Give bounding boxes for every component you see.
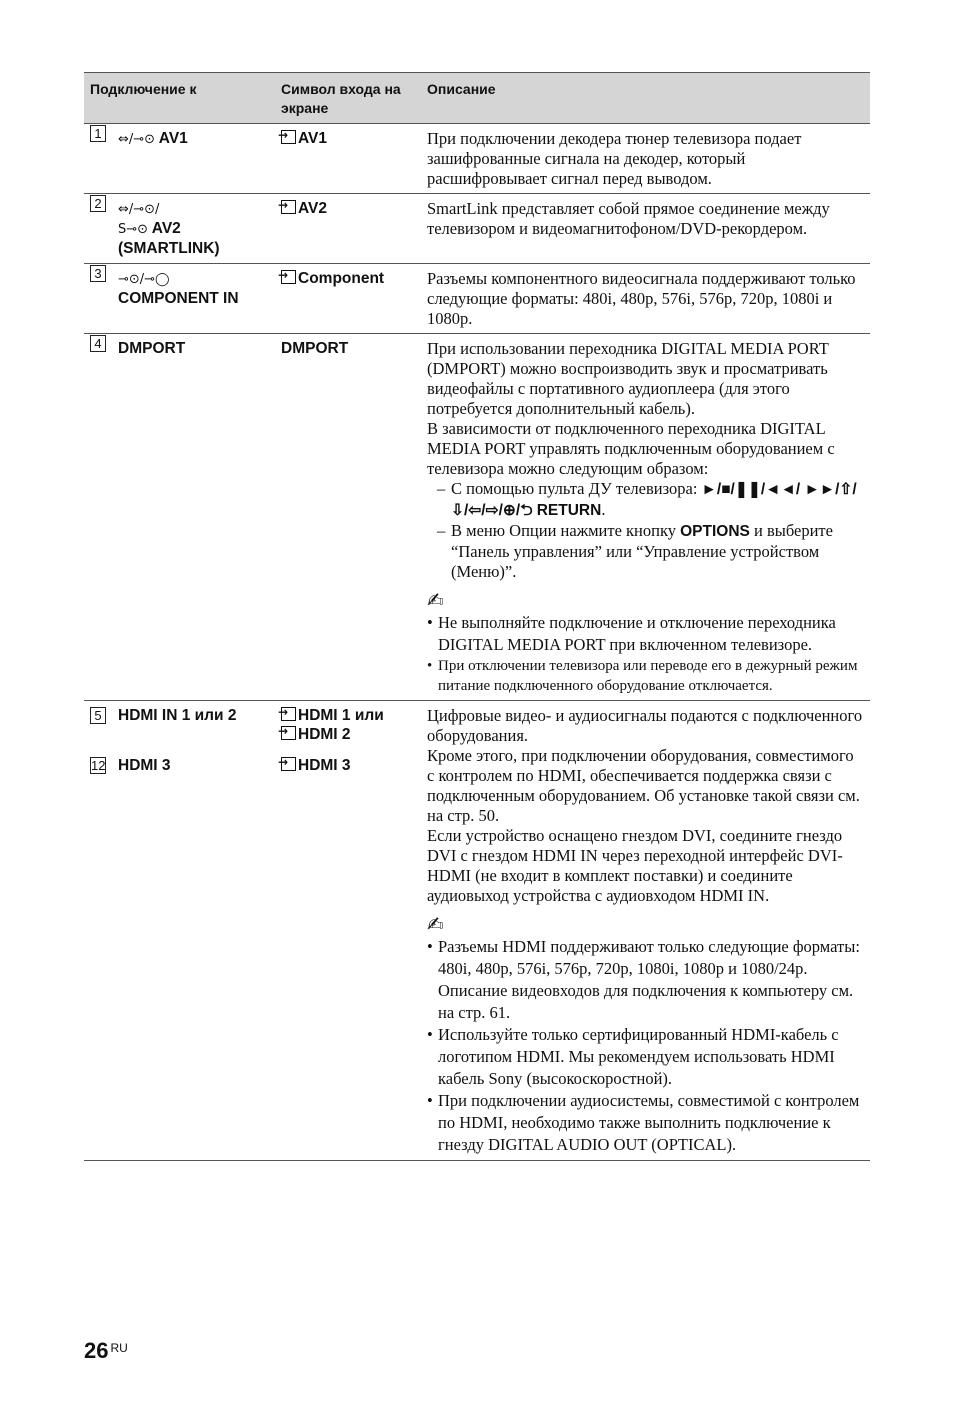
scart-in-out-icon: ⇔/⊸⊙ — [118, 132, 156, 147]
notes-list — [427, 936, 864, 1156]
row-number: 1 — [90, 125, 106, 142]
list-item: – В меню Опции нажмите кнопку OPTIONS и выберите “Панель управления” или “Управление устройством (Меню)”. — [437, 521, 864, 582]
row-number: 2 — [90, 195, 106, 212]
list-item: • При подключении аудиосистемы, совместимой с контролем по HDMI, необходимо также выполнить подключение к гнезду DIGITAL AUDIO OUT (OPTICAL). — [427, 1090, 864, 1156]
language-code: RU — [110, 1341, 128, 1355]
input-symbol: HDMI 1 или — [298, 707, 384, 724]
input-icon — [281, 726, 296, 740]
input-symbol: HDMI 2 — [298, 726, 351, 743]
row-number: 3 — [90, 265, 106, 282]
table-row — [84, 124, 870, 194]
connector-label: AV2 — [151, 220, 181, 237]
options-key-label: OPTIONS — [680, 523, 750, 540]
connections-table-page — [84, 72, 870, 1161]
description: Разъемы компонентного видеосигнала поддерживают только следующие форматы: 480i, 480p, 576i, 576p, 720p, 1080i и 1080p. — [421, 264, 870, 334]
table-header-row — [84, 73, 870, 124]
connector-label: AV1 — [158, 130, 188, 147]
scart-in-out-icon: ⇔/⊸⊙/ — [118, 202, 160, 217]
header-connect-to: Подключение к — [84, 73, 275, 124]
note-pencil-icon: ✍ — [427, 588, 444, 612]
control-options-list — [427, 479, 864, 582]
description-para: При использовании переходника DIGITAL MEDIA PORT (DMPORT) можно воспроизводить звук и просматривать видеофайлы с портативного аудиоплеера (для этого потребуется дополнительный кабель). — [427, 339, 829, 418]
notes-list — [427, 612, 864, 656]
list-item: • Используйте только сертифицированный HDMI-кабель с логотипом HDMI. Мы рекомендуем использовать HDMI кабель Sony (высокоскоростной). — [427, 1024, 864, 1090]
description-para: Если устройство оснащено гнездом DVI, соедините гнездо DVI с гнездом HDMI IN через переходной интерфейс DVI-HDMI (не входит в комплект поставки) и соедините аудиовыход устройства с аудиовходом HDMI IN. — [427, 826, 843, 905]
remote-keys-icons: ►/■/❚❚/◄◄/ ►►/⇧/⇩/⇦/⇨/⊕/ — [451, 481, 857, 519]
return-icon: ⮌ — [520, 502, 533, 519]
connector-label: HDMI IN 1 или 2 — [118, 707, 237, 724]
table-row — [84, 264, 870, 334]
table-row — [84, 334, 870, 701]
input-icon — [281, 757, 296, 771]
return-key-label: RETURN — [536, 502, 602, 519]
page-footer — [84, 1338, 128, 1364]
connector-label: DMPORT — [118, 340, 186, 357]
table-row — [84, 194, 870, 264]
description: При подключении декодера тюнер телевизора подает зашифрованные сигнала на декодер, который расшифровывает сигнал перед выводом. — [421, 124, 870, 194]
input-symbol: Component — [298, 270, 385, 287]
description-para: Кроме этого, при подключении оборудования, совместимого с контролем по HDMI, обеспечивается поддержка связи с подключенным оборудованием. Об установке такой связи см. на стр. 50. — [427, 746, 860, 825]
connector-label: COMPONENT IN — [118, 290, 239, 307]
input-symbol: HDMI 3 — [298, 757, 351, 774]
input-icon — [281, 707, 296, 721]
header-description: Описание — [421, 73, 870, 124]
notes-list — [427, 656, 864, 696]
description-para: В зависимости от подключенного переходника DIGITAL MEDIA PORT управлять подключенным оборудованием с телевизора можно следующим образом: — [427, 419, 835, 478]
row-number: 5 — [90, 707, 106, 724]
header-input-symbol: Символ входа на экране — [275, 73, 421, 124]
description: SmartLink представляет собой прямое соединение между телевизором и видеомагнитофоном/DVD-рекордером. — [421, 194, 870, 264]
row-number: 12 — [91, 758, 106, 773]
connector-label: HDMI 3 — [118, 757, 171, 774]
list-item: • Не выполняйте подключение и отключение переходника DIGITAL MEDIA PORT при включенном телевизоре. — [427, 612, 864, 656]
input-icon — [281, 130, 296, 144]
list-item: – С помощью пульта ДУ телевизора: ►/■/❚❚/◄◄/ ►►/⇧/⇩/⇦/⇨/⊕/⮌ RETURN. — [437, 479, 864, 521]
list-item: • При отключении телевизора или переводе его в дежурный режим питание подключенного оборудование отключается. — [427, 656, 864, 696]
page-number: 26 — [84, 1338, 109, 1363]
input-icon — [281, 270, 296, 284]
note-pencil-icon: ✍ — [427, 912, 444, 936]
input-symbol: AV1 — [298, 130, 328, 147]
connector-sublabel: (SMARTLINK) — [118, 240, 220, 257]
connections-table — [84, 72, 870, 1161]
s-video-icon: S⊸⊙ — [118, 222, 149, 237]
input-symbol: AV2 — [298, 200, 328, 217]
input-symbol: DMPORT — [275, 334, 421, 701]
list-item: • Разъемы HDMI поддерживают только следующие форматы: 480i, 480p, 576i, 576p, 720p, 1080i, 1080p и 1080/24p. Описание видеовходов для подключения к компьютеру см. на стр. 61. — [427, 936, 864, 1024]
component-video-icon: ⊸⊙/⊸◯ — [118, 272, 170, 287]
table-row — [84, 701, 870, 1161]
row-number: 4 — [90, 335, 106, 352]
input-icon — [281, 200, 296, 214]
description-para: Цифровые видео- и аудиосигналы подаются с подключенного оборудования. — [427, 706, 863, 745]
